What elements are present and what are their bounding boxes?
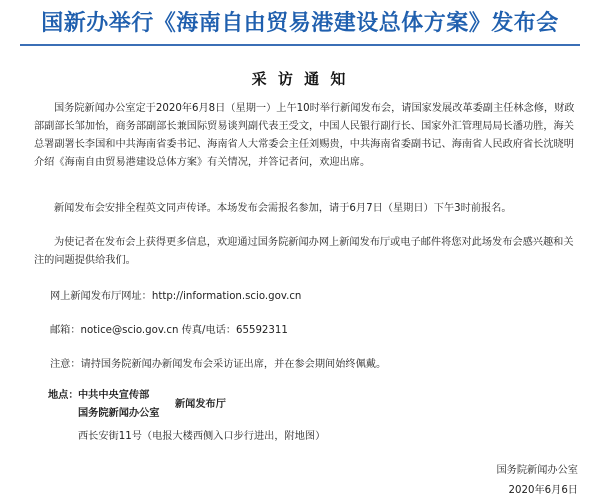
note-line (50, 356, 386, 374)
location-room: 新闻发布厅 (175, 399, 226, 410)
email-line[interactable]: 邮箱：notice@scio.gov.cn 传真/电话：65592311 (50, 325, 288, 336)
website-line[interactable]: 网上新闻发布厅网址：http://information.scio.gov.cn (50, 291, 302, 302)
title-divider (20, 44, 580, 46)
notice-paragraph-3: 为使记者在发布会上获得更多信息，欢迎通过国务院新闻办网上新闻发布厅或电子邮件将您对此场发布会感兴趣和关注的问题提供给我们。 (34, 237, 574, 266)
note-text: 请持国务院新闻办新闻发布会采访证出席，并在参会期间始终佩戴。 (80, 359, 387, 370)
signature-date: 2020年6月6日 (508, 485, 578, 496)
notice-heading: 采 访 通 知 (251, 70, 349, 88)
signature-org: 国务院新闻办公室 (496, 465, 578, 476)
location-org-2: 国务院新闻办公室 (78, 408, 160, 419)
page-title: 国新办举行《海南自由贸易港建设总体方案》发布会 (41, 11, 559, 36)
note-label: 注意： (50, 359, 81, 370)
location-address: 西长安街11号（电报大楼西侧入口步行进出，附地图） (78, 431, 326, 442)
notice-paragraph-1: 国务院新闻办公室定于2020年6月8日（星期一）上午10时举行新闻发布会，请国家发展改革委副主任林念修，财政部副部长邹加怡，商务部副部长兼国际贸易谈判副代表王受文，中国人民银行副行长、国家外汇管理局局长潘功胜，海关总署副署长李国和中共海南省委书记、海南省人大常委会主任刘赐贵，中共海南省委副书记、海南省人民政府省长沈晓明介绍《海南自由贸易港建设总体方案》有关情况，并答记者问，欢迎出席。 (34, 103, 575, 168)
location-org-1: 中共中央宣传部 (78, 390, 150, 401)
location-label: 地点： (48, 390, 79, 401)
notice-paragraph-2: 新闻发布会安排全程英文同声传译。本场发布会需报名参加，请于6月7日（星期日）下午3时前报名。 (54, 203, 512, 214)
